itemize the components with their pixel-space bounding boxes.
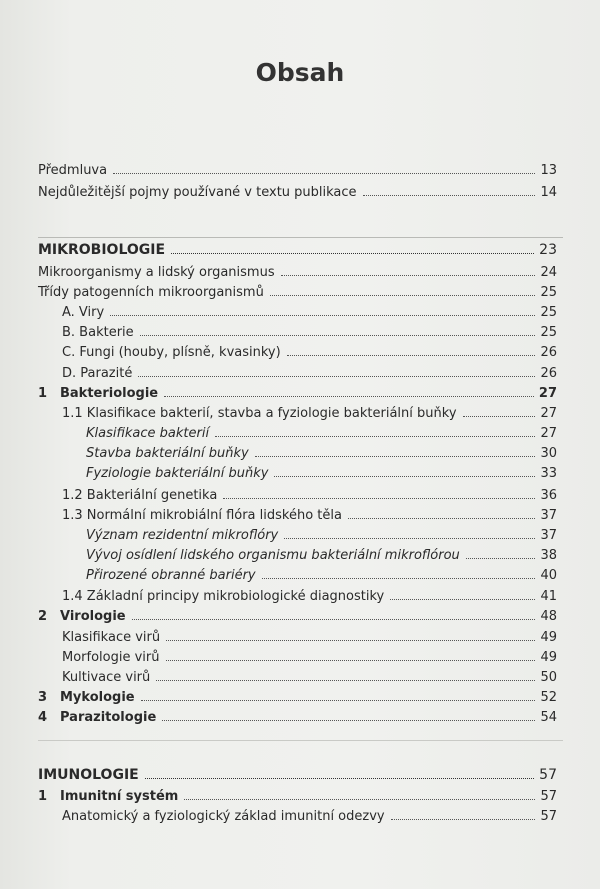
toc-entry-page: 26 [540, 345, 557, 360]
toc-entry-virologie[interactable] [38, 608, 557, 625]
toc-entry-page: 41 [540, 589, 557, 604]
dot-leader [281, 266, 536, 276]
toc-entry-viry[interactable] [62, 304, 557, 321]
dot-leader [156, 671, 535, 681]
toc-entry-page: 36 [540, 488, 557, 503]
dot-leader [145, 769, 534, 779]
toc-entry-fungi[interactable] [62, 344, 557, 361]
toc-entry-number: 1 [38, 386, 48, 401]
toc-entry-label: 1.2 Bakteriální genetika [62, 488, 218, 503]
toc-entry-label: Klasifikace virů [62, 630, 161, 645]
toc-entry-label: Význam rezidentní mikroflóry [86, 528, 279, 543]
toc-entry-vyvoj[interactable] [86, 547, 557, 564]
toc-entry-label: Vývoj osídlení lidského organismu bakteriální mikroflórou [86, 548, 460, 563]
toc-entry-kultivace[interactable] [62, 669, 557, 686]
dot-leader [132, 610, 536, 620]
dot-leader [274, 467, 535, 477]
toc-entry-label: Bakteriologie [60, 386, 159, 401]
dot-leader [287, 346, 536, 356]
dot-leader [138, 367, 535, 377]
toc-entry-label: Nejdůležitější pojmy používané v textu publikace [38, 185, 357, 200]
dot-leader [166, 631, 535, 641]
toc-entry-label: Fyziologie bakteriální buňky [86, 466, 269, 481]
toc-entry-page: 57 [539, 767, 557, 783]
toc-entry-mikroorganismy[interactable] [38, 264, 557, 281]
toc-entry-label: Parazitologie [60, 710, 157, 725]
toc-entry-page: 40 [540, 568, 557, 583]
toc-entry-page: 13 [540, 163, 557, 178]
toc-entry-number: 1 [38, 789, 48, 804]
dot-leader [215, 427, 535, 437]
dot-leader [391, 810, 536, 820]
toc-entry-page: 25 [540, 285, 557, 300]
toc-entry-number: 4 [38, 710, 48, 725]
toc-entry-label: Předmluva [38, 163, 108, 178]
dot-leader [466, 549, 536, 559]
toc-entry-number: 3 [38, 690, 48, 705]
toc-entry-page: 48 [540, 609, 557, 624]
divider-rule [38, 237, 563, 238]
toc-entry-prirozene[interactable] [86, 567, 557, 584]
toc-entry-page: 37 [540, 508, 557, 523]
dot-leader [141, 691, 536, 701]
toc-entry-label: Anatomický a fyziologický základ imunitní odezvy [62, 809, 385, 824]
toc-entry-morfologie[interactable] [62, 649, 557, 666]
toc-entry-label: Mykologie [60, 690, 135, 705]
toc-entry-page: 38 [540, 548, 557, 563]
dot-leader [255, 447, 536, 457]
toc-entry-anatomicky[interactable] [62, 808, 557, 825]
dot-leader [171, 244, 534, 254]
toc-entry-page: 27 [538, 386, 557, 401]
toc-entry-label: Klasifikace bakterií [86, 426, 210, 441]
toc-entry-label: MIKROBIOLOGIE [38, 242, 166, 258]
toc-entry-label: 1.4 Základní principy mikrobiologické diagnostiky [62, 589, 385, 604]
dot-leader [463, 407, 536, 417]
toc-entry-page: 23 [539, 242, 557, 258]
toc-entry-page: 37 [540, 528, 557, 543]
toc-entry-page: 57 [540, 809, 557, 824]
toc-entry-s1-4[interactable] [62, 588, 557, 605]
toc-entry-bakteriologie[interactable] [38, 385, 557, 402]
toc-entry-page: 25 [540, 325, 557, 340]
toc-entry-parazite[interactable] [62, 365, 557, 382]
toc-entry-stavba[interactable] [86, 445, 557, 462]
dot-leader [184, 790, 535, 800]
toc-entry-page: 26 [540, 366, 557, 381]
toc-entry-label: Virologie [60, 609, 126, 624]
dot-leader [166, 651, 536, 661]
toc-entry-page: 30 [540, 446, 557, 461]
toc-entry-label: Imunitní systém [60, 789, 179, 804]
toc-entry-page: 14 [540, 185, 557, 200]
toc-entry-label: IMUNOLOGIE [38, 767, 139, 783]
dot-leader [390, 590, 535, 600]
toc-entry-imunologie[interactable] [38, 767, 557, 784]
toc-entry-label: D. Parazité [62, 366, 133, 381]
dot-leader [113, 164, 535, 174]
toc-entry-label: Morfologie virů [62, 650, 160, 665]
divider-rule [38, 740, 563, 741]
toc-entry-label: A. Viry [62, 305, 105, 320]
toc-entry-bakterie[interactable] [62, 324, 557, 341]
dot-leader [110, 306, 535, 316]
toc-entry-predmluva[interactable] [38, 162, 557, 179]
toc-entry-fyziologie[interactable] [86, 465, 557, 482]
toc-entry-label: Stavba bakteriální buňky [86, 446, 249, 461]
toc-entry-page: 49 [540, 650, 557, 665]
toc-entry-label: 1.1 Klasifikace bakterií, stavba a fyziologie bakteriální buňky [62, 406, 457, 421]
toc-entry-label: Mikroorganismy a lidský organismus [38, 265, 275, 280]
dot-leader [284, 529, 535, 539]
toc-entry-s1-2[interactable] [62, 487, 557, 504]
toc-entry-label: Kultivace virů [62, 670, 151, 685]
toc-entry-label: B. Bakterie [62, 325, 134, 340]
toc-entry-page: 54 [540, 710, 557, 725]
dot-leader [262, 569, 536, 579]
toc-entry-page: 27 [540, 426, 557, 441]
toc-entry-vyznam[interactable] [86, 527, 557, 544]
toc-entry-label: 1.3 Normální mikrobiální flóra lidského těla [62, 508, 342, 523]
dot-leader [223, 489, 535, 499]
toc-entry-mykologie[interactable] [38, 689, 557, 706]
toc-entry-s1-3[interactable] [62, 507, 557, 524]
toc-entry-label: Přirozené obranné bariéry [86, 568, 256, 583]
toc-entry-page: 27 [540, 406, 557, 421]
toc-entry-page: 33 [540, 466, 557, 481]
toc-entry-pojmy[interactable] [38, 184, 557, 201]
toc-entry-page: 57 [540, 789, 557, 804]
dot-leader [270, 286, 536, 296]
dot-leader [363, 186, 536, 196]
dot-leader [162, 711, 535, 721]
toc-entry-number: 2 [38, 609, 48, 624]
dot-leader [164, 387, 534, 397]
toc-entry-page: 52 [540, 690, 557, 705]
toc-entry-mikrobiologie[interactable] [38, 242, 557, 259]
toc-entry-page: 49 [540, 630, 557, 645]
toc-entry-page: 24 [540, 265, 557, 280]
toc-entry-label: Třídy patogenních mikroorganismů [38, 285, 264, 300]
toc-entry-parazitologie[interactable] [38, 709, 557, 726]
toc-entry-page: 50 [540, 670, 557, 685]
toc-entry-klasifikace-viru[interactable] [62, 629, 557, 646]
toc-entry-imunitni[interactable] [38, 788, 557, 805]
toc-entry-tridy[interactable] [38, 284, 557, 301]
toc-entry-page: 25 [540, 305, 557, 320]
toc-entry-label: C. Fungi (houby, plísně, kvasinky) [62, 345, 281, 360]
toc-entry-s1-1[interactable] [62, 405, 557, 422]
page-title: Obsah [255, 58, 345, 87]
toc-entry-klasifikace[interactable] [86, 425, 557, 442]
dot-leader [348, 509, 535, 519]
dot-leader [140, 326, 536, 336]
